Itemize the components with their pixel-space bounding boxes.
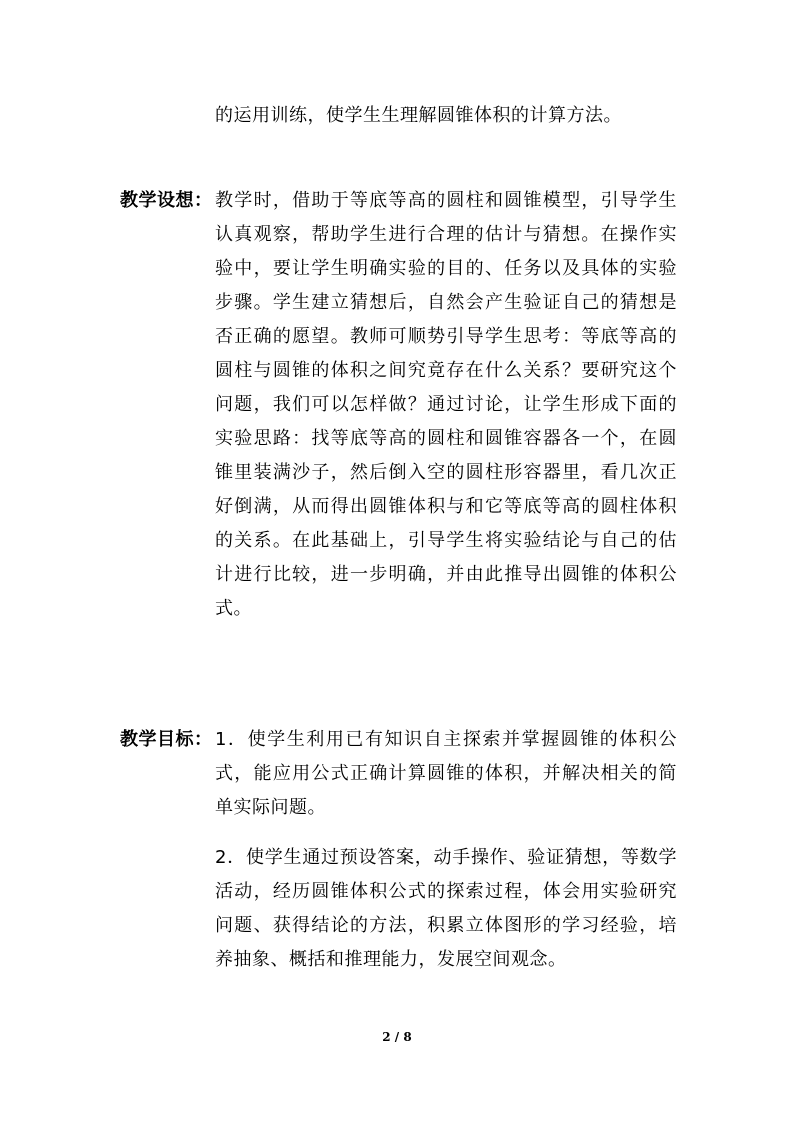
teaching-goal-item-2: 2．使学生通过预设答案，动手操作、验证猜想，等数学活动，经历圆锥体积公式的探索过程，体会用实验研究问题、获得结论的方法，积累立体图形的学习经验，培养抽象、概括和推理能力，发展空间观念。: [215, 847, 677, 970]
teaching-goals-label: 教学目标：: [120, 729, 213, 750]
intro-paragraph: 的运用训练，使学生生理解圆锥体积的计算方法。: [215, 105, 622, 126]
teaching-design-label: 教学设想：: [120, 190, 213, 211]
teaching-goal-item-1: 1．使学生利用已有知识自主探索并掌握圆锥的体积公式，能应用公式正确计算圆锥的体积，并解决相关的简单实际问题。: [215, 729, 677, 818]
page-number: 2 / 8: [382, 1030, 412, 1044]
teaching-design-paragraph: 教学时，借助于等底等高的圆柱和圆锥模型，引导学生认真观察，帮助学生进行合理的估计与猜想。在操作实验中，要让学生明确实验的目的、任务以及具体的实验步骤。学生建立猜想后，自然会产生验证自己的猜想是否正确的愿望。教师可顺势引导学生思考：等底等高的圆柱与圆锥的体积之间究竟存在什么关系？要研究这个问题，我们可以怎样做？通过讨论，让学生形成下面的实验思路：找等底等高的圆柱和圆锥容器各一个，在圆锥里装满沙子，然后倒入空的圆柱形容器里，看几次正好倒满，从而得出圆锥体积与和它等底等高的圆柱体积的关系。在此基础上，引导学生将实验结论与自己的估计进行比较，进一步明确，并由此推导出圆锥的体积公式。: [215, 190, 677, 619]
